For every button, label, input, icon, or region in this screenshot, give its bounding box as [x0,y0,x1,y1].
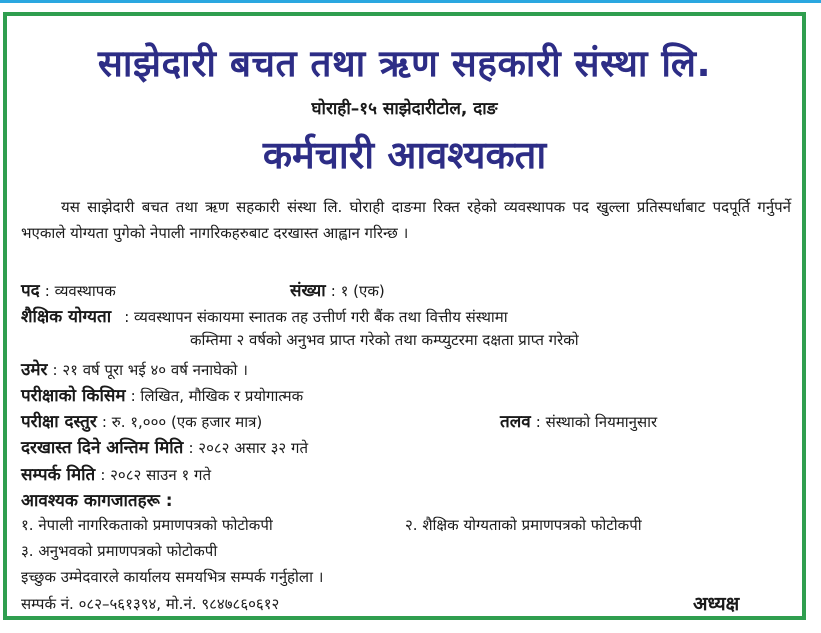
exam-fee-row [21,409,262,432]
count-value: : १ (एक) [330,282,385,300]
salary-value: : संस्थाको नियमानुसार [535,413,658,431]
exam-type-label: परीक्षाको किसिम [21,386,126,406]
salary-label: तलव [500,412,531,432]
deadline-label: दरखास्त दिने अन्तिम मिति [21,438,184,458]
exam-type-value: : लिखित, मौखिक र प्रयोगात्मक [130,387,304,405]
exam-fee-label: परीक्षा दस्तुर [21,412,97,432]
salary-row [500,409,657,432]
contact-date-row [21,462,211,485]
count-row [290,278,385,301]
top-rule [0,0,821,3]
org-address: घोराही–१५ साझेदारीटोल, दाङ [311,99,498,119]
signature-label: अध्यक्ष [693,593,740,615]
document-item-3: ३. अनुभवको प्रमाणपत्रको फोटोकपी [21,542,218,560]
deadline-value: : २०८२ असार ३२ गते [188,439,308,457]
exam-type-row [21,383,303,406]
age-row [21,357,248,380]
contact-numbers: सम्पर्क नं. ०८२–५६१३९४, मो.नं. ९८४७८६०६१२ [21,595,280,613]
age-value: : २१ वर्ष पूरा भई ४० वर्ष ननाघेको । [52,361,248,379]
notice-title: कर्मचारी आवश्यकता [262,133,547,177]
document-item-2: २. शैक्षिक योग्यताको प्रमाणपत्रको फोटोकपी [405,516,642,534]
org-name: साझेदारी बचत तथा ऋण सहकारी संस्था लि. [97,42,712,85]
qualification-label: शैक्षिक योग्यता [21,307,112,327]
documents-label: आवश्यक कागजातहरू : [21,491,173,511]
intro-paragraph: यस साझेदारी बचत तथा ऋण सहकारी संस्था लि. घोराही दाङमा रिक्त रहेको व्यवस्थापक पद खुल्ला प्रतिस्पर्धाबाट पदपूर्ति गर्नुपर्ने भएकाले योग्यता पुगेको नेपाली नागरिकहरुबाट दरखास्त आह्वान गरिन्छ । [21,198,791,242]
deadline-row [21,435,308,458]
qualification-value-line1: : व्यवस्थापन संकायमा स्नातक तह उत्तीर्ण गरी बैंक तथा वित्तीय संस्थामा [124,308,508,326]
post-value: : व्यवस्थापक [44,282,116,300]
exam-fee-value: : रु. १,००० (एक हजार मात्र) [101,413,263,431]
post-label: पद [21,281,40,301]
contact-date-value: : २०८२ साउन १ गते [100,466,212,484]
post-row [21,278,116,301]
count-label: संख्या [290,281,326,301]
qualification-value-line2: कम्तिमा २ वर्षको अनुभव प्राप्त गरेको तथा कम्प्युटरमा दक्षता प्राप्त गरेको [190,331,579,349]
closing-note: इच्छुक उम्मेदवारले कार्यालय समयभित्र सम्पर्क गर्नुहोला । [21,568,324,586]
age-label: उमेर [21,360,48,380]
document-item-1: १. नेपाली नागरिकताको प्रमाणपत्रको फोटोकपी [21,516,273,534]
qualification-row [21,304,508,327]
contact-date-label: सम्पर्क मिति [21,465,96,485]
notice-frame [3,12,806,620]
